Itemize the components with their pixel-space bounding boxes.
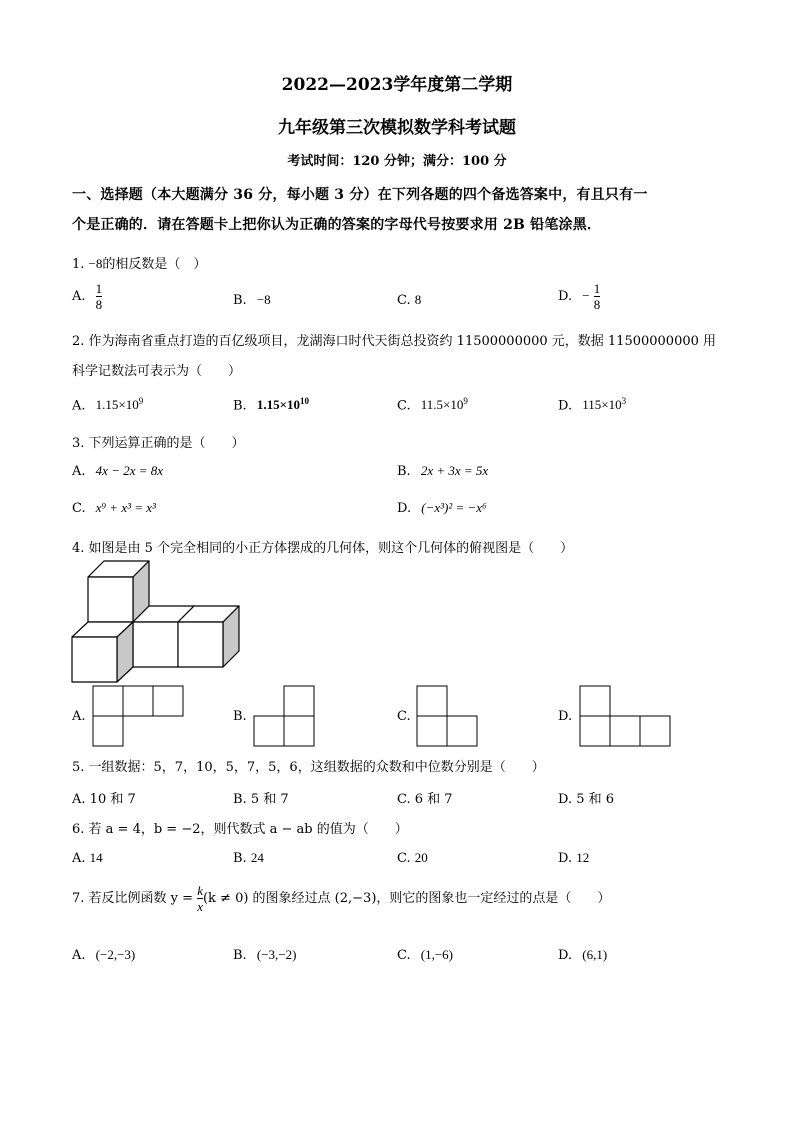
q3-option-b-expression: 2x + 3x = 5x — [420, 463, 489, 478]
question-6: 6. 若 a = 4，b = −2，则代数式 a − ab 的值为（ ） — [72, 822, 408, 837]
q6-option-b — [233, 850, 264, 866]
q1-option-a-fraction — [96, 281, 103, 312]
q1-option-d-sign: − — [582, 288, 590, 303]
q4-option-a-view — [92, 685, 185, 747]
cube-solid-figure — [70, 560, 242, 684]
q5-option-a-label: A. — [72, 792, 86, 807]
q1-option-d-fraction — [594, 281, 601, 312]
q1-option-c — [397, 292, 421, 308]
q6-option-c-value: 20 — [414, 850, 428, 865]
q7-option-b-label: B. — [233, 948, 247, 963]
q1-option-c-label: C. — [397, 293, 411, 308]
q4-option-c-view — [416, 685, 479, 747]
q3-option-a-label: A. — [72, 464, 86, 479]
question-2-line2: 科学记数法可表示为（ ） — [72, 364, 242, 379]
q4-option-d-label: D. — [558, 709, 573, 724]
q5-option-c-value: 6 和 7 — [414, 792, 453, 807]
q3-option-b-label: B. — [397, 464, 411, 479]
q6-option-a-value: 14 — [89, 850, 103, 865]
q4-option-b-view — [253, 685, 316, 747]
q2-option-b — [233, 396, 309, 413]
q2-option-d — [558, 396, 626, 413]
q4-option-b-label: B. — [233, 709, 247, 724]
q5-option-a-value: 10 和 7 — [89, 792, 136, 807]
q2-option-a-exponent: 9 — [138, 396, 144, 406]
q5-option-b-value: 5 和 7 — [250, 792, 289, 807]
question-1-expression: −8 — [88, 256, 103, 271]
q1-option-a-label: A. — [72, 289, 86, 304]
question-7 — [72, 883, 610, 914]
fraction-numerator: k — [197, 883, 203, 898]
q2-option-d-exponent: 3 — [621, 396, 627, 406]
q4-option-c-label: C. — [397, 709, 411, 724]
q1-option-b-label: B. — [233, 293, 247, 308]
fraction-denominator: 8 — [95, 297, 103, 312]
q1-option-c-value: 8 — [414, 292, 422, 307]
q5-option-b — [233, 788, 289, 807]
q7-option-a-label: A. — [72, 948, 86, 963]
q4-option-a-label: A. — [72, 709, 86, 724]
q2-option-c-base: 11.5×10 — [420, 397, 464, 413]
q6-option-c — [397, 850, 428, 866]
question-1-number: 1. — [72, 257, 85, 272]
q7-option-c — [397, 947, 453, 963]
q3-option-c — [72, 500, 156, 516]
q5-option-d-value: 5 和 6 — [576, 792, 615, 807]
q2-option-c-exponent: 9 — [463, 396, 468, 406]
q2-option-a — [72, 396, 143, 413]
q5-option-c — [397, 788, 453, 807]
q5-option-b-label: B. — [233, 792, 247, 807]
q3-option-a — [72, 463, 163, 479]
q7-option-b-value: (−3,−2) — [256, 947, 297, 962]
q7-option-a-value: (−2,−3) — [95, 947, 136, 962]
exam-title: 九年级第三次模拟数学科考试题 — [278, 118, 516, 138]
q1-option-a — [72, 281, 102, 312]
q6-option-c-label: C. — [397, 851, 411, 866]
question-1-text: 的相反数是（ ） — [102, 257, 207, 272]
q6-option-d-label: D. — [558, 851, 573, 866]
section-1-heading-line1: 一、选择题（本大题满分 36 分，每小题 3 分）在下列各题的四个备选答案中，有且只有一 — [72, 187, 648, 203]
q6-option-b-value: 24 — [250, 850, 264, 865]
q2-option-c — [397, 396, 468, 413]
q1-option-d-label: D. — [558, 289, 573, 304]
q7-option-d-label: D. — [558, 948, 573, 963]
question-7-prefix: 7. 若反比例函数 y = — [72, 891, 194, 906]
exam-year-title: 2022—2023学年度第二学期 — [281, 75, 513, 95]
q1-option-d — [558, 281, 600, 312]
q1-option-b — [233, 292, 271, 308]
question-2-line1: 2. 作为海南省重点打造的百亿级项目，龙湖海口时代天街总投资约 11500000000 元，数据 11500000000 用 — [72, 334, 717, 349]
q4-option-d-view — [579, 685, 672, 747]
q3-option-d-expression: (−x³)² = −x⁶ — [421, 500, 487, 515]
q2-option-b-base: 1.15×10 — [256, 397, 300, 413]
q2-option-a-label: A. — [72, 398, 86, 414]
q7-option-d — [558, 947, 607, 963]
q6-option-b-label: B. — [233, 851, 247, 866]
q2-option-d-label: D. — [558, 398, 573, 414]
q7-option-a — [72, 947, 135, 963]
q3-option-d — [397, 500, 487, 516]
q6-option-a — [72, 850, 103, 866]
q7-option-c-value: (1,−6) — [420, 947, 454, 962]
q7-option-b — [233, 947, 296, 963]
question-3: 3. 下列运算正确的是（ ） — [72, 436, 245, 451]
q6-option-a-label: A. — [72, 851, 86, 866]
question-7-suffix: (k ≠ 0) 的图象经过点 (2,−3)，则它的图象也一定经过的点是（ ） — [202, 891, 611, 906]
fraction-numerator: 1 — [593, 281, 601, 296]
q2-option-b-exponent: 10 — [300, 396, 309, 406]
q2-option-d-base: 115×10 — [582, 397, 622, 413]
q5-option-d-label: D. — [558, 792, 573, 807]
q3-option-c-expression: x⁹ + x³ = x³ — [95, 500, 156, 515]
fraction-numerator: 1 — [95, 281, 103, 296]
q3-option-b — [397, 463, 488, 479]
question-4: 4. 如图是由 5 个完全相同的小正方体摆成的几何体，则这个几何体的俯视图是（ ） — [72, 541, 574, 556]
q1-option-b-value: −8 — [256, 292, 271, 307]
q7-option-c-label: C. — [397, 948, 411, 963]
q7-option-d-value: (6,1) — [582, 947, 608, 962]
q5-option-d — [558, 788, 614, 807]
question-1 — [72, 253, 206, 272]
exam-info: 考试时间：120 分钟；满分：100 分 — [287, 154, 507, 169]
q6-option-d — [558, 850, 589, 866]
q3-option-a-expression: 4x − 2x = 8x — [95, 463, 164, 478]
fraction-denominator: 8 — [593, 297, 601, 312]
q3-option-d-label: D. — [397, 501, 412, 516]
q2-option-a-base: 1.15×10 — [95, 397, 139, 413]
q5-option-a — [72, 788, 136, 807]
section-1-heading-line2: 个是正确的．请在答题卡上把你认为正确的答案的字母代号按要求用 2B 铅笔涂黑． — [72, 217, 602, 233]
q2-option-c-label: C. — [397, 398, 411, 414]
fraction-denominator: x — [197, 899, 203, 914]
q5-option-c-label: C. — [397, 792, 411, 807]
q2-option-b-label: B. — [233, 398, 247, 414]
question-5: 5. 一组数据：5，7，10，5，7，5，6，这组数据的众数和中位数分别是（ ） — [72, 760, 545, 775]
q6-option-d-value: 12 — [576, 850, 590, 865]
q3-option-c-label: C. — [72, 501, 86, 516]
